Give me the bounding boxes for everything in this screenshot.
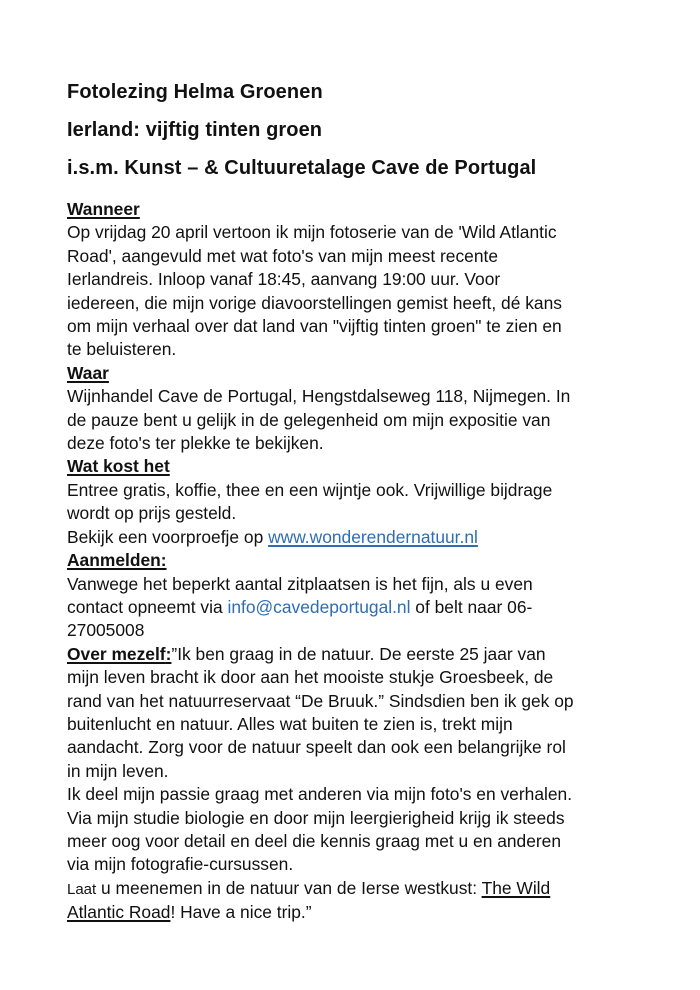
over-line: rand van het natuurreservaat “De Bruuk.” Sindsdien ben ik gek op bbox=[67, 690, 574, 711]
section-wanneer bbox=[67, 198, 687, 362]
closing-prefix: u meenemen in de natuur van de Ierse westkust: bbox=[96, 877, 482, 898]
over-line: meer oog voor detail en deel die kennis graag met u en anderen bbox=[67, 830, 562, 851]
wild-atlantic-road-link-part1[interactable]: The Wild bbox=[481, 877, 551, 898]
preview-line bbox=[67, 526, 687, 549]
kosten-line: Entree gratis, koffie, thee en een wijntje ook. Vrijwillige bijdrage bbox=[67, 479, 553, 500]
closing-suffix: ! Have a nice trip.” bbox=[170, 902, 312, 923]
over-line: mijn leven bracht ik door aan het mooiste stukje Groesbeek, de bbox=[67, 667, 554, 688]
waar-line: deze foto's ter plekke te bekijken. bbox=[67, 433, 324, 454]
over-line: aandacht. Zorg voor de natuur speelt dan ook een belangrijke rol bbox=[67, 737, 566, 758]
wanneer-line: te beluisteren. bbox=[67, 339, 177, 360]
contact-prefix: contact opneemt via bbox=[67, 596, 228, 617]
wanneer-line: Road', aangevuld met wat foto's van mijn meest recente bbox=[67, 245, 499, 266]
section-waar bbox=[67, 362, 687, 456]
wanneer-line: om mijn verhaal over dat land van "vijftig tinten groen" te zien en bbox=[67, 316, 562, 337]
section-kosten bbox=[67, 455, 687, 549]
aanmelden-line: Vanwege het beperkt aantal zitplaatsen is het fijn, als u even bbox=[67, 573, 533, 594]
heading-kosten: Wat kost het bbox=[67, 456, 170, 477]
flyer-body bbox=[67, 198, 687, 925]
section-over-mezelf bbox=[67, 643, 687, 925]
closing-line-1 bbox=[67, 877, 687, 901]
heading-wanneer: Wanneer bbox=[67, 199, 140, 219]
over-line: in mijn leven. bbox=[67, 760, 169, 781]
over-line: Via mijn studie biologie en door mijn leergierigheid krijg ik steeds bbox=[67, 807, 565, 828]
title-partner: i.s.m. Kunst – & Cultuuretalage Cave de Portugal bbox=[67, 157, 537, 179]
wild-atlantic-road-link-part2[interactable]: Atlantic Road bbox=[67, 902, 171, 923]
kosten-line: wordt op prijs gesteld. bbox=[67, 503, 237, 524]
over-first-line-text: ”Ik ben graag in de natuur. De eerste 25 jaar van bbox=[171, 643, 546, 664]
phone-number: 27005008 bbox=[67, 620, 145, 641]
wanneer-line: Ierlandreis. Inloop vanaf 18:45, aanvang 19:00 uur. Voor bbox=[67, 269, 501, 290]
title-theme: Ierland: vijftig tinten groen bbox=[67, 119, 323, 141]
over-first-line bbox=[67, 643, 687, 666]
heading-aanmelden: Aanmelden: bbox=[67, 550, 167, 571]
wanneer-line: iedereen, die mijn vorige diavoorstellingen gemist heeft, dé kans bbox=[67, 292, 562, 313]
section-aanmelden bbox=[67, 549, 687, 643]
over-line: via mijn fotografie-cursussen. bbox=[67, 854, 294, 875]
over-line: buitenlucht en natuur. Alles wat buiten te zien is, trekt mijn bbox=[67, 713, 513, 734]
wanneer-line: Op vrijdag 20 april vertoon ik mijn fotoserie van de 'Wild Atlantic bbox=[67, 222, 557, 243]
closing-line-2 bbox=[67, 901, 687, 924]
flyer-page bbox=[67, 80, 687, 925]
heading-over-mezelf: Over mezelf bbox=[67, 643, 166, 664]
contact-suffix: of belt naar 06- bbox=[410, 596, 533, 617]
waar-line: de pauze bent u gelijk in de gelegenheid om mijn expositie van bbox=[67, 409, 551, 430]
over-line: Ik deel mijn passie graag met anderen via mijn foto's en verhalen. bbox=[67, 784, 573, 805]
aanmelden-contact-line bbox=[67, 596, 687, 619]
website-link[interactable]: www.wonderendernatuur.nl bbox=[268, 526, 478, 547]
waar-line: Wijnhandel Cave de Portugal, Hengstdalseweg 118, Nijmegen. In bbox=[67, 386, 571, 407]
email-link[interactable]: info@cavedeportugal.nl bbox=[227, 596, 411, 617]
title-event: Fotolezing Helma Groenen bbox=[67, 81, 323, 103]
preview-prefix: Bekijk een voorproefje op bbox=[67, 526, 269, 547]
heading-colon: : bbox=[165, 643, 172, 664]
heading-waar: Waar bbox=[67, 362, 109, 383]
closing-small-word: Laat bbox=[67, 880, 97, 898]
